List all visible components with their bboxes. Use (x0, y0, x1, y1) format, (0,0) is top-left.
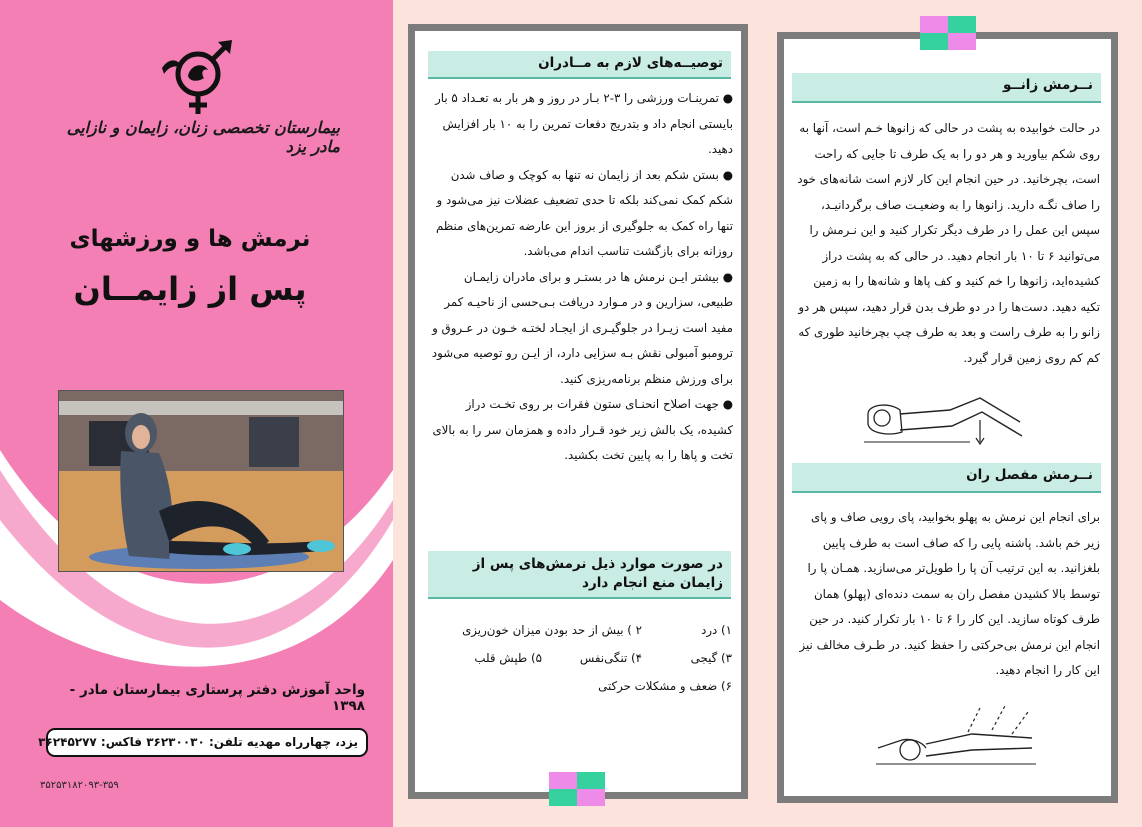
contact-address: یزد، چهارراه مهدیه تلفن: ۳۶۲۳۰۰۳۰ فاکس: ۳۶۲۴۵۲۷۷ (46, 728, 368, 757)
page-title: پس از زایمــان (73, 270, 307, 308)
decorative-square (920, 16, 948, 33)
decorative-square (948, 16, 976, 33)
list-item: ● بیشتر ایـن نرمش ها در بستـر و برای مادران زایمـان طبیعی، سزارین و در مـوارد دریافت بـی‌حسی از ناحیـه کمر مفید است زیـرا در جلوگیـری از ایجـاد لختـه خـون در عـروق و ترومبو آمبولی نقش بـه سزایی دارد، از ایـن رو توصیه می‌شود برای ورزش منظم برنامه‌ریزی کنید. (428, 265, 733, 393)
knee-exercise-text: در حالت خوابیده به پشت در حالی که زانوها خـم است، آنها به روی شکم بیاورید و هر دو را به یک طرف تا جایی که راحت است، بچرخانید. در حین انجام این کار لازم است شانه‌های خود را صاف نگـه دارید. زانوها را به وضعیـت صاف برگردانیـد، سپس این عمل را در طرف دیگر تکرار کنید و این نـرمش را می‌توانید ۶ تا ۱۰ بار انجام دهید. در حالی که به پشت دراز کشیده‌اید، زانوها را خم کنید و کف پاها و شانه‌ها را به زمین تکیه دهید. دست‌ها را در دو طرف بدن قرار دهید، سپس هر دو زانو را به طرف راست و بعد به طرف چپ بچرخانید طوری که کم کم روی زمین قرار گیرد. (797, 121, 1100, 365)
contraindications-header: در صورت موارد ذیل نرمش‌های پس از زایمان منع انجام دارد (428, 551, 731, 599)
decorative-square (948, 33, 976, 50)
decorative-square (920, 33, 948, 50)
knee-exercise-header: نــرمش زانــو (792, 73, 1101, 103)
decorative-square (549, 789, 577, 806)
list-item: ۵) طپش قلب (474, 651, 542, 665)
knee-exercise-illustration (860, 392, 1030, 447)
hip-exercise-text: برای انجام این نرمش به پهلو بخوابید، پای رویی صاف و پای زیر خم باشد. پاشنه پایی را که صاف است به طرف پایین بلغزانید. به این ترتیب آن پا را طویل‌تر می‌سازید. همـان پا را توسط بالا کشیدن مفصل ران به سمت دنده‌ای (پهلو) همان طرف کوتاه سازید. این کار را ۶ تا ۱۰ بار تکرار کنید. در حین انجام این نرمش بی‌حرکتی را حفظ کنید. در طـرف مخالف نیز این کار را انجام دهید. (799, 510, 1100, 677)
decorative-square (577, 789, 605, 806)
list-item: ● جهت اصلاح انحنـای ستون فقرات بر روی تخـت دراز کشیده، یک بالش زیر خود قـرار داده و همزمان سر را به بالای تخت و پاها را به پایین تخت بکشید. (428, 392, 733, 469)
page-subtitle: نرمش ها و ورزشهای (69, 226, 311, 252)
print-code: ۳۵۲۵۳۱۸۲۰۹۳-۳۵۹ (40, 780, 119, 791)
list-item: ۱) درد (701, 623, 732, 637)
list-item: ۳) گیجی (690, 651, 732, 665)
hospital-name: بیمارستان تخصصی زنان، زایمان و نازایی مادر یزد (66, 118, 340, 156)
list-item: ● بستن شکم بعد از زایمان نه تنها به کوچک و صاف شدن شکم کمک نمی‌کند بلکه تا حدی تضعیف عضلات نیز می‌شود و تنها راه کمک به جلوگیری از بروز این عارضه تمرین‌های منظم روزانه برای بازگشت تناسب اندام می‌باشد. (428, 163, 733, 265)
decorative-square (577, 772, 605, 789)
list-item: ۲ ) بیش از حد بودن میزان خون‌ریزی (462, 623, 642, 637)
hip-exercise-header: نــرمش مفصل ران (792, 463, 1101, 493)
decorative-square (549, 772, 577, 789)
list-item: ۶) ضعف و مشکلات حرکتی (598, 679, 732, 693)
exercise-photo (58, 390, 344, 572)
education-unit-label: واحد آموزش دفتر پرستاری بیمارستان مادر - ۱۳۹۸ (69, 682, 365, 714)
cover-panel (0, 0, 393, 827)
recommendations-list (428, 86, 733, 469)
hip-exercise-illustration (872, 698, 1040, 768)
contraindications-list (432, 616, 732, 700)
logo-icon (160, 38, 240, 118)
list-item: ● تمرینـات ورزشی را ۳-۲ بـار در روز و هر بار به تعـداد ۵ بار بایستی انجام داد و بتدریج دفعات تمرین را به ۱۰ بار افزایش دهید. (428, 86, 733, 163)
list-item: ۴) تنگی‌نفس (579, 651, 642, 665)
recommendations-header: توصیــه‌های لازم به مــادران (428, 51, 731, 79)
